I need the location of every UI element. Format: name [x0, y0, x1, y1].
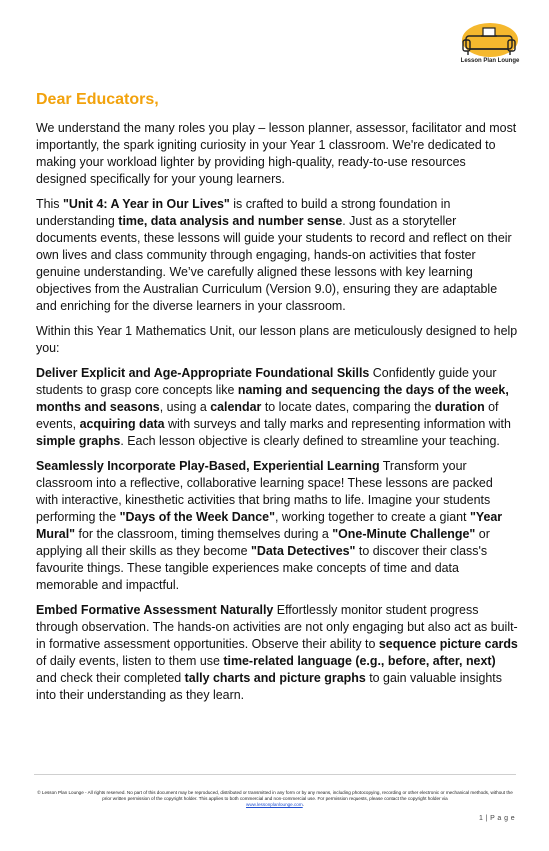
bold-text: "One-Minute Challenge" [332, 527, 476, 541]
text-run: Transform your classroom into a reflective, collaborative learning space! These lessons are packed with interactive, kinesthetic activities that bring maths to life. Imagine your students performing the [36, 459, 493, 524]
website-link[interactable]: www.lessonplanlounge.com [246, 802, 303, 808]
bold-text: naming and sequencing the days of the week, months and seasons [36, 383, 509, 414]
bold-text: "Year Mural" [36, 510, 503, 541]
bold-text: calendar [210, 400, 262, 414]
text-run: . Each lesson objective is clearly defined to streamline your teaching. [120, 434, 500, 448]
text-run: Confidently guide your students to grasp core concepts like [36, 366, 497, 397]
bold-text: tally charts and picture graphs [184, 671, 366, 685]
page-number: 1 | P a g e [478, 815, 515, 822]
text-run: , working together to create a giant [275, 510, 470, 524]
footer-link-suffix: . [302, 802, 304, 808]
body-paragraph [36, 323, 518, 357]
bold-text: Embed Formative Assessment Naturally [36, 603, 274, 617]
bold-text: acquiring data [79, 417, 165, 431]
text-run: to gain valuable insights into their understanding as they learn. [36, 671, 502, 702]
bold-text: time, data analysis and number sense [118, 214, 343, 228]
letter-body [36, 120, 518, 712]
bold-text: "Days of the Week Dance" [119, 510, 275, 524]
bold-text: Deliver Explicit and Age-Appropriate Foundational Skills [36, 366, 370, 380]
text-run: for the classroom, timing themselves during a [75, 527, 333, 541]
text-run: with surveys and tally marks and representing information with [164, 417, 511, 431]
bold-text: time-related language (e.g., before, after, next) [223, 654, 496, 668]
text-run: Effortlessly monitor student progress through observation. The hands-on activities are not only engaging but also act as built-in formative assessment opportunities. Observe their ability to [36, 603, 518, 651]
bold-text: simple graphs [36, 434, 121, 448]
text-run: to locate dates, comparing the [261, 400, 435, 414]
bold-text: "Data Detectives" [251, 544, 356, 558]
text-run: of events, [36, 400, 499, 431]
text-run: Within this Year 1 Mathematics Unit, our lesson plans are meticulously designed to help you: [36, 324, 518, 355]
bold-text: Seamlessly Incorporate Play-Based, Experiential Learning [36, 459, 380, 473]
body-paragraph [36, 458, 518, 594]
bold-text: duration [434, 400, 485, 414]
copyright-text: © Lesson Plan Lounge - All rights reserved. No part of this document may be reproduced, distributed or transmitted in any form or by any means, including photocopying, recording or other electronic or mechanical methods, without the prior written permission of the copyright holder. This applies to both commercial and non-commercial use. For permission requests, please contact the copyright holder via [37, 790, 513, 802]
text-run: We understand the many roles you play – lesson planner, assessor, facilitator and most importantly, the spark igniting curiosity in your Year 1 classroom. We're dedicated to making your workload lighter by providing high-quality, ready-to-use resources designed specifically for your young learners. [36, 121, 517, 186]
text-run: to discover their class's favourite things. These tangible experiences make concepts of time and data memorable and impactful. [36, 544, 488, 592]
body-paragraph [36, 602, 518, 704]
text-run: of daily events, listen to them use [36, 654, 224, 668]
logo-text: Lesson Plan Lounge [460, 58, 520, 64]
bold-text: sequence picture cards [378, 637, 518, 651]
body-paragraph [36, 365, 518, 450]
text-run: or applying all their skills as they become [36, 527, 490, 558]
footer-divider [34, 774, 516, 775]
copyright-footer [34, 790, 516, 809]
text-run: This [36, 197, 63, 211]
body-paragraph [36, 120, 518, 188]
text-run: is crafted to build a strong foundation in understanding [36, 197, 451, 228]
body-paragraph [36, 196, 518, 315]
text-run: . Just as a storyteller documents events, these lessons will guide your students to record and reflect on their own lives and class community through engaging, hands-on activities that foster genuine understanding. We’ve carefully aligned these lessons with key learning objectives from the Australian Curriculum (Version 9.0), ensuring they are adaptable and enriching for the diverse learners in your classroom. [36, 214, 512, 313]
text-run: , using a [159, 400, 211, 414]
bold-text: "Unit 4: A Year in Our Lives" [62, 197, 230, 211]
page-heading: Dear Educators, [36, 91, 159, 108]
text-run: and check their completed [36, 671, 185, 685]
